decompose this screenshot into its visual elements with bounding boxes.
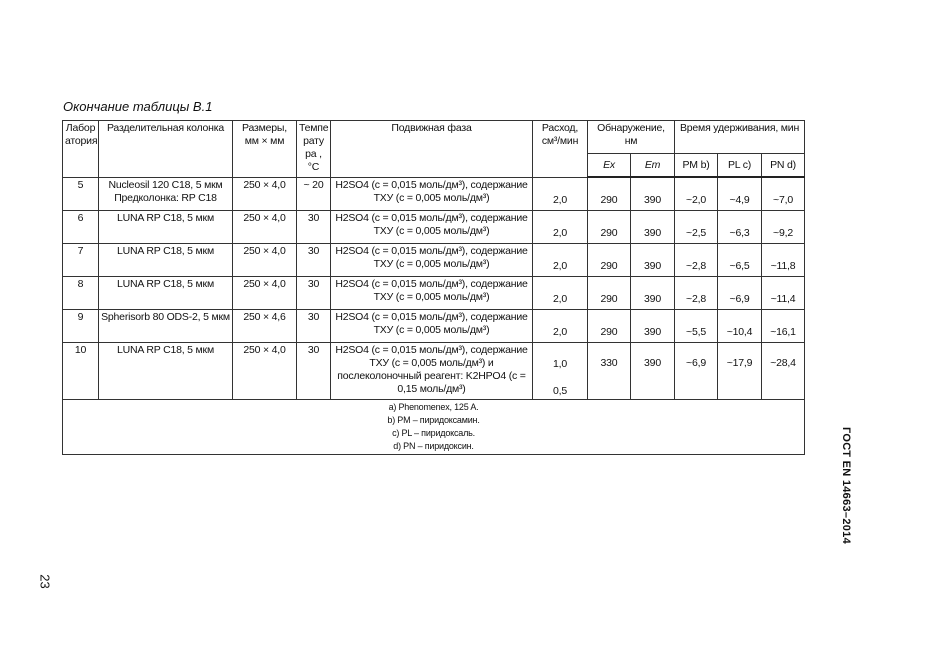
header-detection: Обнаружение, нм <box>588 121 675 154</box>
cell-mobile: H2SO4 (c = 0,015 моль/дм³), содержание ТХУ (c = 0,005 моль/дм³) <box>331 244 533 277</box>
cell-pm: ~6,9 <box>675 343 718 400</box>
cell-flow <box>533 343 588 400</box>
cell-lab: 8 <box>63 277 99 310</box>
cell-mobile: H2SO4 (c = 0,015 моль/дм³), содержание ТХУ (c = 0,005 моль/дм³) <box>331 211 533 244</box>
cell-pn: ~11,4 <box>762 277 805 310</box>
footnote: b) PM – пиридоксамин. <box>387 415 480 425</box>
cell-column: Nucleosil 120 C18, 5 мкм Предколонка: RP C18 <box>99 177 233 211</box>
header-dims: Размеры, мм × мм <box>233 121 297 178</box>
flow-value: 1,0 <box>553 358 567 370</box>
cell-pl: ~6,9 <box>718 277 762 310</box>
table-row <box>63 343 805 400</box>
data-table <box>62 120 805 455</box>
cell-mobile: H2SO4 (c = 0,015 моль/дм³), содержание ТХУ (c = 0,005 моль/дм³) <box>331 277 533 310</box>
cell-pl: ~6,5 <box>718 244 762 277</box>
cell-mobile: H2SO4 (c = 0,015 моль/дм³), содержание ТХУ (c = 0,005 моль/дм³) и послеколоночный реагент: K2HPO4 (c = 0,15 моль/дм³) <box>331 343 533 400</box>
cell-lab: 5 <box>63 177 99 211</box>
cell-pm: ~2,8 <box>675 277 718 310</box>
footnote: a) Phenomenex, 125 A. <box>388 402 479 412</box>
cell-pn: ~11,8 <box>762 244 805 277</box>
page-number: 23 <box>37 574 53 589</box>
cell-column: LUNA RP C18, 5 мкм <box>99 343 233 400</box>
cell-column: Spherisorb 80 ODS-2, 5 мкм <box>99 310 233 343</box>
cell-temp: 30 <box>297 244 331 277</box>
cell-mobile: H2SO4 (c = 0,015 моль/дм³), содержание ТХУ (c = 0,005 моль/дм³) <box>331 310 533 343</box>
header-pl: PL c) <box>718 154 762 178</box>
cell-ex: 290 <box>588 310 631 343</box>
header-mobile: Подвижная фаза <box>331 121 533 178</box>
cell-pl: ~17,9 <box>718 343 762 400</box>
footnotes <box>63 400 805 455</box>
cell-em: 390 <box>631 310 675 343</box>
table-row <box>63 211 805 244</box>
cell-temp: 30 <box>297 343 331 400</box>
cell-dims: 250 × 4,0 <box>233 343 297 400</box>
cell-pl: ~4,9 <box>718 177 762 211</box>
cell-column: LUNA RP C18, 5 мкм <box>99 244 233 277</box>
standard-label: ГОСТ EN 14663–2014 <box>840 427 852 545</box>
header-pm: PM b) <box>675 154 718 178</box>
cell-flow: 2,0 <box>533 211 588 244</box>
cell-em: 390 <box>631 343 675 400</box>
header-pn: PN d) <box>762 154 805 178</box>
cell-lab: 6 <box>63 211 99 244</box>
cell-pn: ~28,4 <box>762 343 805 400</box>
cell-pm: ~5,5 <box>675 310 718 343</box>
cell-ex: 290 <box>588 177 631 211</box>
cell-em: 390 <box>631 211 675 244</box>
cell-em: 390 <box>631 177 675 211</box>
cell-flow: 2,0 <box>533 177 588 211</box>
header-ex: Ex <box>588 154 631 178</box>
cell-ex: 290 <box>588 244 631 277</box>
cell-pn: ~16,1 <box>762 310 805 343</box>
header-lab: Лабор атория <box>63 121 99 178</box>
cell-pm: ~2,5 <box>675 211 718 244</box>
cell-dims: 250 × 4,0 <box>233 244 297 277</box>
table-row <box>63 277 805 310</box>
table-caption: Окончание таблицы В.1 <box>63 99 213 114</box>
cell-temp: 30 <box>297 277 331 310</box>
cell-flow: 2,0 <box>533 277 588 310</box>
header-em: Em <box>631 154 675 178</box>
cell-flow: 2,0 <box>533 310 588 343</box>
header-flow: Расход, см³/мин <box>533 121 588 178</box>
cell-dims: 250 × 4,6 <box>233 310 297 343</box>
cell-em: 390 <box>631 277 675 310</box>
footnote: d) PN – пиридоксин. <box>393 441 474 451</box>
cell-temp: ~ 20 <box>297 177 331 211</box>
cell-em: 390 <box>631 244 675 277</box>
cell-pn: ~7,0 <box>762 177 805 211</box>
cell-dims: 250 × 4,0 <box>233 277 297 310</box>
cell-dims: 250 × 4,0 <box>233 211 297 244</box>
header-column: Разделительная колонка <box>99 121 233 178</box>
table-row <box>63 310 805 343</box>
cell-pm: ~2,0 <box>675 177 718 211</box>
cell-flow: 2,0 <box>533 244 588 277</box>
cell-temp: 30 <box>297 310 331 343</box>
flow-value-2: 0,5 <box>553 385 567 397</box>
cell-column: LUNA RP C18, 5 мкм <box>99 211 233 244</box>
cell-dims: 250 × 4,0 <box>233 177 297 211</box>
cell-ex: 330 <box>588 343 631 400</box>
cell-ex: 290 <box>588 277 631 310</box>
cell-pn: ~9,2 <box>762 211 805 244</box>
cell-pl: ~6,3 <box>718 211 762 244</box>
cell-temp: 30 <box>297 211 331 244</box>
cell-pm: ~2,8 <box>675 244 718 277</box>
cell-ex: 290 <box>588 211 631 244</box>
cell-lab: 9 <box>63 310 99 343</box>
cell-pl: ~10,4 <box>718 310 762 343</box>
cell-lab: 10 <box>63 343 99 400</box>
header-retention: Время удерживания, мин <box>675 121 805 154</box>
cell-lab: 7 <box>63 244 99 277</box>
cell-mobile: H2SO4 (c = 0,015 моль/дм³), содержание ТХУ (c = 0,005 моль/дм³) <box>331 177 533 211</box>
cell-column: LUNA RP C18, 5 мкм <box>99 277 233 310</box>
footnote: c) PL – пиридоксаль. <box>392 428 475 438</box>
table-row <box>63 177 805 211</box>
table-row <box>63 244 805 277</box>
header-temp: Темпе рату ра , °С <box>297 121 331 178</box>
